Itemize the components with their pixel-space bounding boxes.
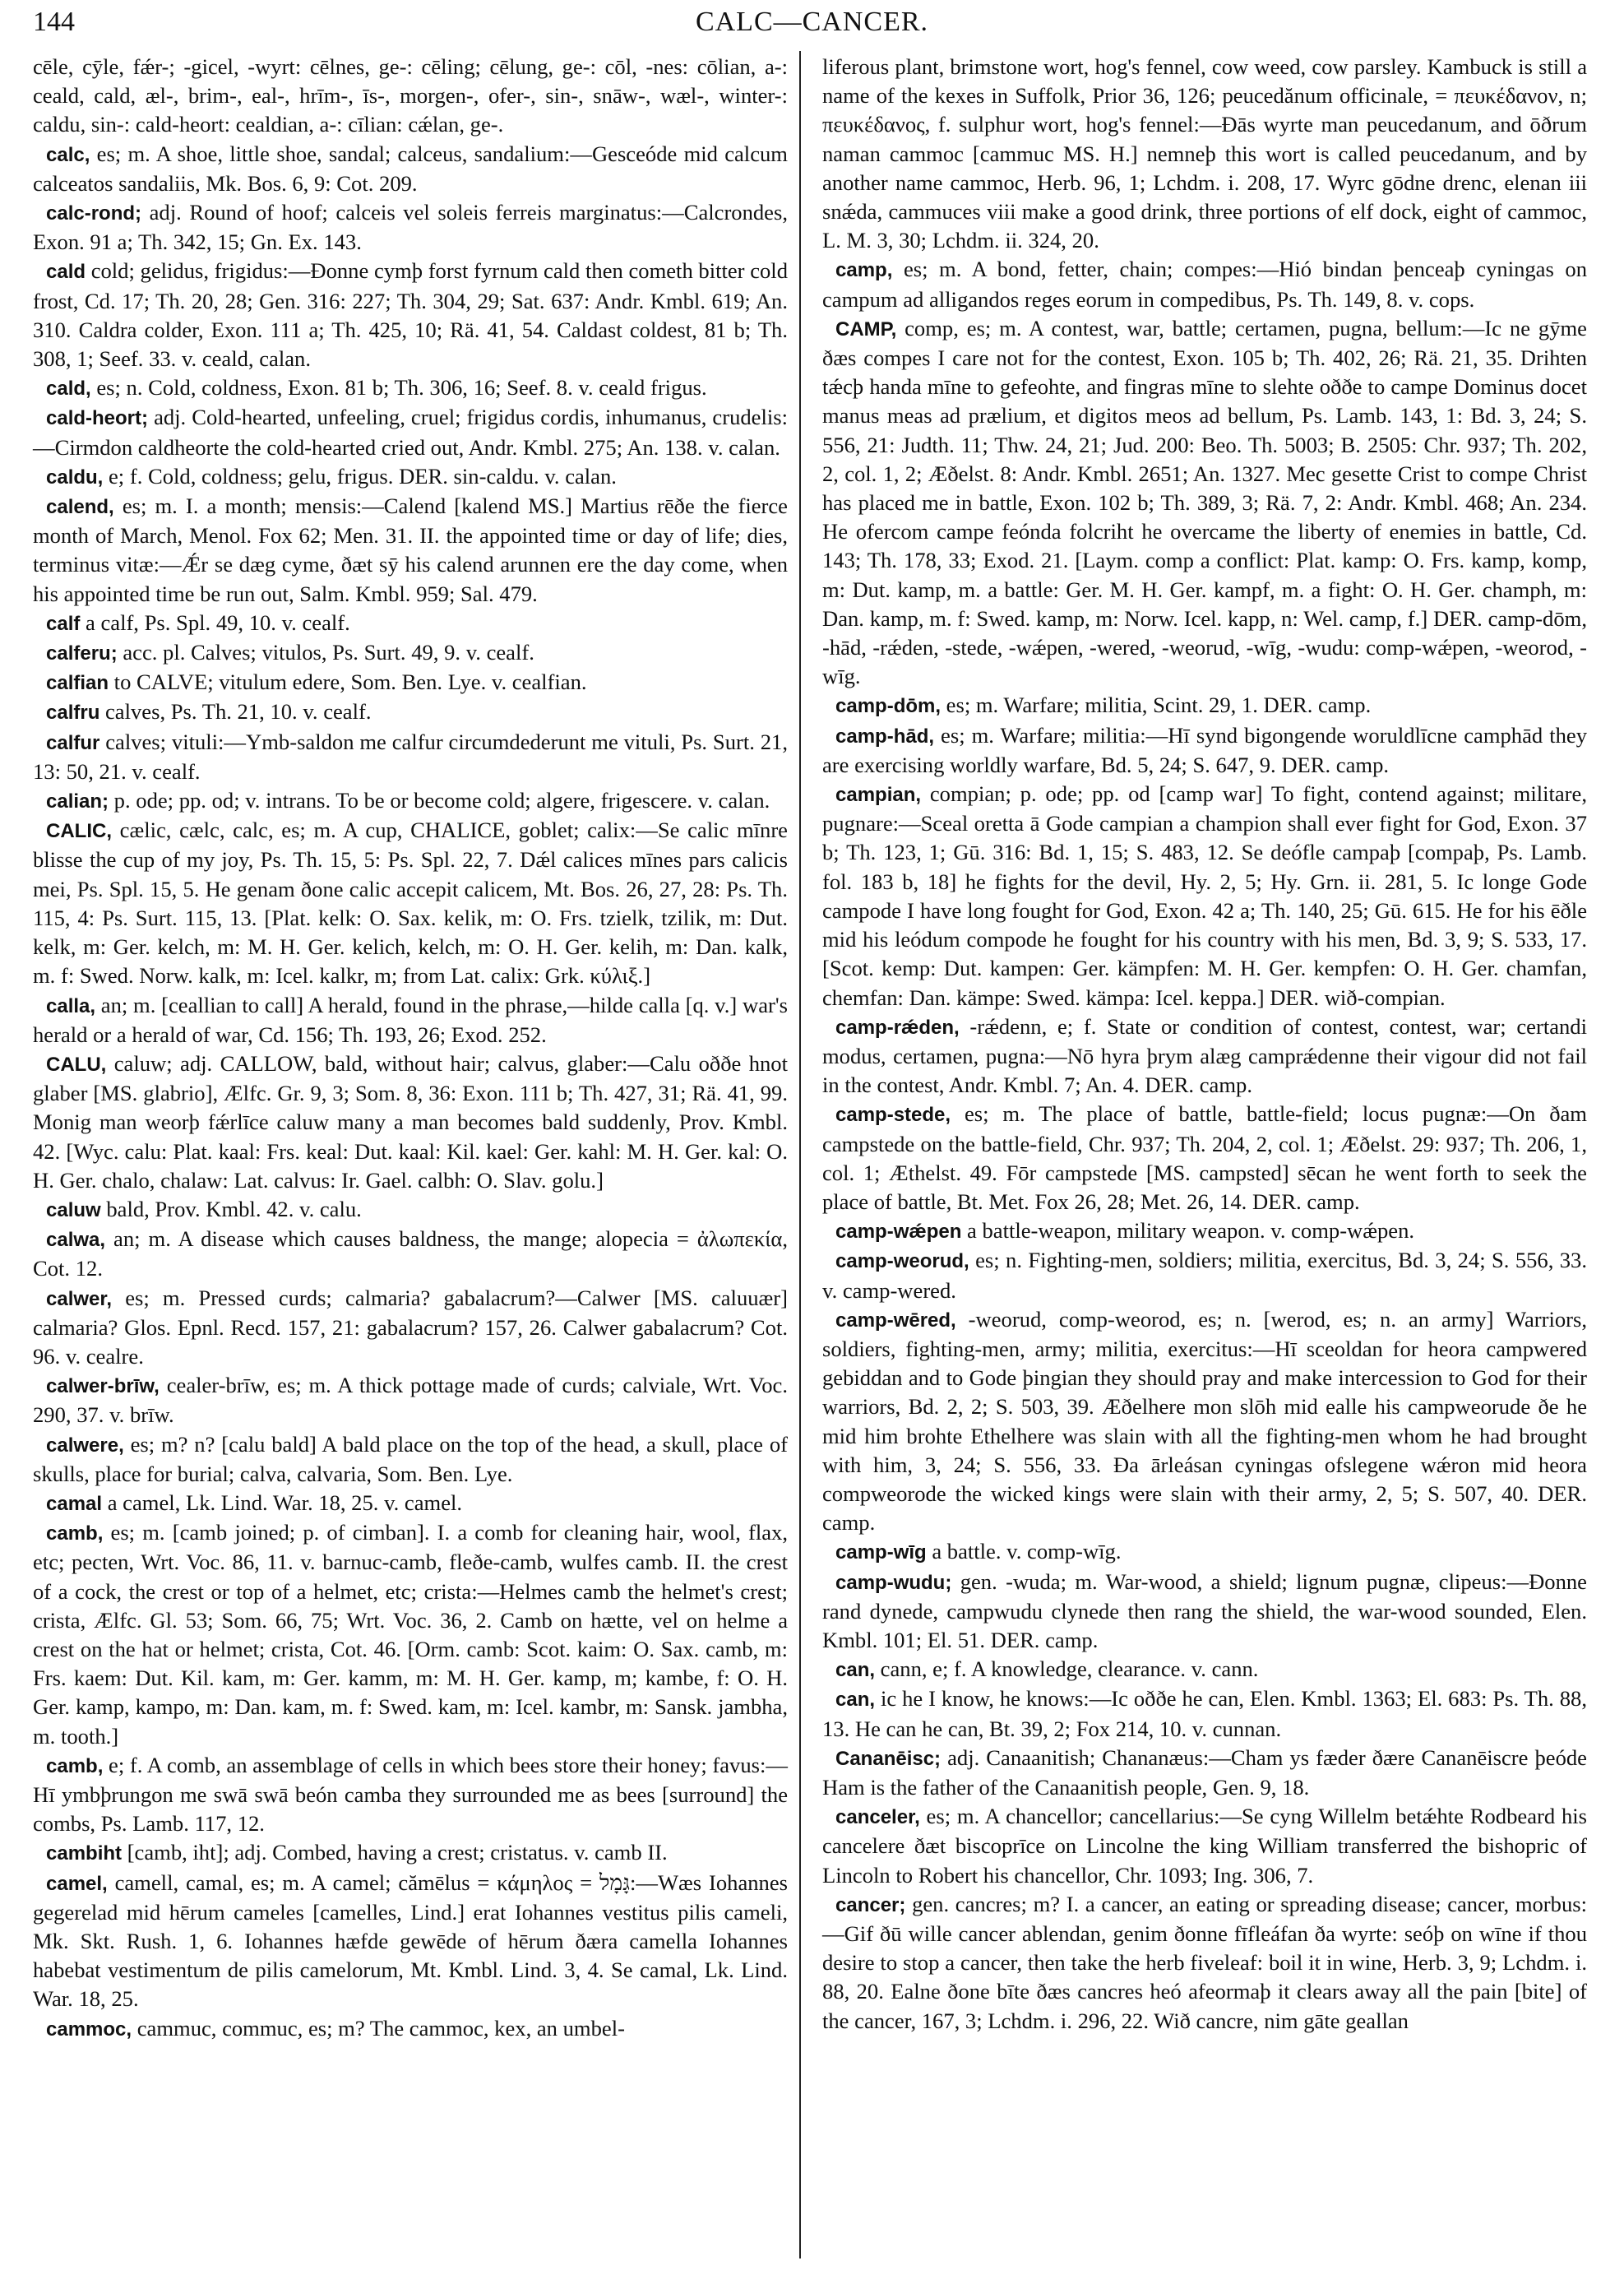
dictionary-entry	[822, 1802, 1587, 1890]
dictionary-entry	[33, 492, 788, 609]
entry-text: e; f. Cold, coldness; gelu, frigus. DER. sin-caldu. v. calan.	[103, 463, 617, 489]
entry-text: es; n. Fighting-men, soldiers; militia, exercitus, Bd. 3, 24; S. 556, 33. v. camp-wered.	[822, 1248, 1587, 1303]
headword: camp-stede,	[835, 1104, 951, 1127]
entry-text: cann, e; f. A knowledge, clearance. v. cann.	[875, 1656, 1259, 1682]
dictionary-entry	[33, 786, 788, 816]
entry-text: bald, Prov. Kmbl. 42. v. calu.	[100, 1196, 362, 1221]
dictionary-entry	[33, 257, 788, 373]
dictionary-entry	[822, 255, 1587, 313]
headword: camp-wudu;	[835, 1571, 952, 1594]
headword: camp-weorud,	[835, 1250, 969, 1273]
headword: caldu,	[46, 466, 104, 489]
headword: calfur	[46, 731, 100, 754]
entry-text: adj. Canaanitish; Chananæus:—Cham ys fæder ðære Cananēiscre þeóde Ham is the father of the Canaanitish people, Gen. 9, 18.	[822, 1744, 1587, 1800]
headword: CAMP,	[835, 317, 897, 340]
entry-text: calves; vituli:—Ymb-saldon me calfur circumdederunt me vituli, Ps. Surt. 21, 13: 50, 21. v. cealf.	[33, 729, 788, 784]
entry-text: a calf, Ps. Spl. 49, 10. v. cealf.	[80, 609, 350, 635]
page-header	[33, 7, 1591, 46]
entry-text: an; m. [ceallian to call] A herald, found in the phrase,—hilde calla [q. v.] war's herald or a herald of war, Cd. 156; Th. 193, 26; Exod. 252.	[33, 992, 788, 1047]
entry-text: es; m. I. a month; mensis:—Calend [kalend MS.] Martius rēðe the fierce month of March, Menol. Fox 62; Men. 31. II. the appointed time or day of life; dies, terminus vitæ:—Ǽr se dæg cyme, ðæt sȳ his calend arunnen ere the day come, when his appointed time be run out, Salm. Kmbl. 959; Sal. 479.	[33, 493, 788, 606]
entry-text: adj. Round of hoof; calceis vel soleis ferreis marginatus:—Calcrondes, Exon. 91 a; Th. 342, 15; Gn. Ex. 143.	[33, 200, 788, 255]
dictionary-entry	[33, 991, 788, 1049]
headword: camp-rǽden,	[835, 1016, 960, 1039]
headword: camel,	[46, 1872, 108, 1895]
dictionary-entry	[822, 1684, 1587, 1743]
dictionary-entry	[33, 1869, 788, 2014]
headword: cambiht	[46, 1842, 123, 1865]
dictionary-entry	[33, 1489, 788, 1518]
entry-text: p. ode; pp. od; v. intrans. To be or become cold; algere, frigescere. v. calan.	[109, 788, 770, 813]
dictionary-entry	[33, 1225, 788, 1283]
headword: calf	[46, 612, 81, 635]
dictionary-entry	[33, 140, 788, 198]
headword: calwer-brīw,	[46, 1375, 160, 1398]
dictionary-entry	[822, 721, 1587, 780]
headword: camp-wēred,	[835, 1309, 956, 1332]
entry-text: camell, camal, es; m. A camel; cămēlus = κάμηλος = גָּמָל:—Wæs Iohannes gegerelad mid hērum cameles [camelles, Lind.] erat Iohannes vestitus pilis cameli, Mk. Skt. Rush. 1, 6. Iohannes hæfde gewēde of hērum ðæra camella Iohannes habebat vestimentum de pilis camelorum, Mt. Kmbl. Lind. 3, 4. Se camal, Lk. Lind. War. 18, 25.	[33, 1869, 788, 2012]
dictionary-entry	[822, 1568, 1587, 1656]
headword: cammoc,	[46, 2018, 132, 2041]
column-divider	[799, 51, 801, 2258]
dictionary-entry	[33, 53, 788, 140]
headword: campian,	[835, 784, 922, 807]
running-title: CALC—CANCER.	[695, 7, 929, 37]
dictionary-entry	[33, 1430, 788, 1489]
left-column	[33, 53, 788, 2044]
headword: cald,	[46, 378, 91, 401]
headword: cald	[46, 261, 86, 284]
entry-text: cammuc, commuc, es; m? The cammoc, kex, an umbel-	[132, 2015, 625, 2041]
right-column	[822, 53, 1587, 2036]
entry-text: es; m. Warfare; militia, Scint. 29, 1. DER. camp.	[941, 693, 1372, 718]
entry-text: liferous plant, brimstone wort, hog's fennel, cow weed, cow parsley. Kambuck is still a name of the kexes in Suffolk, Prior 36, 126; peucedănum officinale, = πευκέδανον, n; πευκέδανος, f. sulphur wort, hog's fennel:—Ðās wyrte man peucedanum, and ōðrum naman cammoc [cammuc MS. H.] nemneþ this wort is called peucedanum, and by another name cammoc, Herb. 96, 1; Lchdm. i. 208, 17. Wyrc gōdne drenc, elenan iii snǽda, cammuces viii make a good drink, three portions of elf dock, eight of cammoc, L. M. 3, 30; Lchdm. ii. 324, 20.	[822, 54, 1587, 253]
headword: CALU,	[46, 1053, 107, 1076]
headword: can,	[835, 1689, 876, 1712]
entry-text: acc. pl. Calves; vitulos, Ps. Surt. 49, 9. v. cealf.	[117, 640, 534, 665]
entry-text: a camel, Lk. Lind. War. 18, 25. v. camel.	[102, 1489, 463, 1515]
dictionary-entry	[822, 1246, 1587, 1304]
dictionary-entry	[822, 1537, 1587, 1567]
headword: calfian	[46, 672, 109, 695]
headword: cald-heort;	[46, 407, 149, 430]
headword: camal	[46, 1492, 103, 1515]
entry-text: es; m? n? [calu bald] A bald place on the top of the head, a skull, place of skulls, place for burial; calva, calvaria, Som. Ben. Lye.	[33, 1431, 788, 1486]
entry-text: es; m. [camb joined; p. of cimban]. I. a comb for cleaning hair, wool, flax, etc; pecten, Wrt. Voc. 86, 11. v. barnuc-camb, fleðe-camb, wulfes camb. II. the crest of a cock, the crest or top of a helmet, etc; crista:—Helmes camb the helmet's crest; crista, Ælfc. Gl. 53; Som. 66, 75; Wrt. Voc. 36, 2. Camb on hætte, vel on helme a crest on the hat or helmet; crista, Cot. 46. [Orm. camb: Scot. kaim: O. Sax. camb, m: Frs. kaem: Dut. Kil. kam, m: Ger. kamm, m: M. H. Ger. kamp, m; kambe, f: O. H. Ger. kamp, kampo, m: Dan. kam, m. f: Swed. kam, m: Icel. kambr, m: Sansk. jambha, m. tooth.]	[33, 1520, 788, 1749]
entry-text: calves, Ps. Th. 21, 10. v. cealf.	[99, 699, 372, 725]
dictionary-entry	[822, 314, 1587, 692]
headword: calla,	[46, 994, 96, 1017]
dictionary-entry	[33, 403, 788, 461]
entry-text: comp, es; m. A contest, war, battle; certamen, pugna, bellum:—Ic ne gȳme ðæs compes I care not for the contest, Exon. 105 b; Th. 402, 26; Rä. 21, 35. Drihten tǽcþ handa mīne to gefeohte, and fingras mīne to slehte oððe to campe Dominus docet manus meas ad prælium, et digitos meos ad bellum, Ps. Lamb. 143, 1: Bd. 3, 24; S. 556, 21: Judth. 11; Thw. 24, 21; Jud. 200: Beo. Th. 5003; B. 2505: Chr. 937; Th. 202, 2, col. 1, 2; Æðelst. 8: Andr. Kmbl. 2651; An. 1327. Mec gesette Crist to compe Christ has placed me in battle, Exon. 102 b; Th. 389, 3; Rä. 7, 2: Andr. Kmbl. 468; An. 234. He ofercom campe feónda folcriht he overcame the liberty of enemies in battle, Cd. 143; Th. 178, 33; Exod. 21. [Laym. comp a conflict: Plat. kamp: O. Frs. kamp, komp, m: Dut. kamp, m. a battle: Ger. M. H. Ger. kampf, m. a fight: O. H. Ger. champh, m: Dan. kamp, m. f: Swed. kamp, m: Norw. Icel. kapp, n: Wel. camp, f.] DER. camp-dōm, -hād, -rǽden, -stede, -wǽpen, -wered, -weorud, -wīg, -wudu: comp-wǽpen, -weorod, -wīg.	[822, 315, 1587, 689]
dictionary-entry	[33, 697, 788, 727]
dictionary-entry	[33, 1284, 788, 1372]
entry-text: caluw; adj. CALLOW, bald, without hair; calvus, glaber:—Calu oððe hnot glaber [MS. glabrio], Ælfc. Gr. 9, 3; Som. 8, 36: Exon. 111 b; Th. 427, 31; Rä. 41, 99. Monig man weorþ fǽrlīce caluw many a man becomes bald suddenly, Prov. Kmbl. 42. [Wyc. calu: Plat. kaal: Frs. keal: Dut. kaal: Kil. kael: Ger. kahl: M. H. Ger. kal: O. H. Ger. chalo, chalaw: Lat. calvus: Ir. Gael. calbh: O. Slav. golu.]	[33, 1050, 788, 1193]
headword: camb,	[46, 1522, 104, 1545]
dictionary-entry	[822, 1100, 1587, 1216]
entry-text: compian; p. ode; pp. od [camp war] To fight, contend against; militare, pugnare:—Sceal oretta ā Gode campian a champion shall ever fight for God, Exon. 37 b; Th. 123, 1; Gū. 316: Bd. 1, 15; S. 483, 12. Se deófle campaþ [compaþ, Ps. Lamb. fol. 183 b, 18] he fights for the devil, Hy. 2, 5; Hy. Grn. ii. 281, 5. Ic longe Gode campode I have long fought for God, Exon. 42 a; Th. 140, 25; Gū. 615. He for his ēðle mid his leódum compode he fought for his country with his men, Bd. 3, 9; S. 533, 17. [Scot. kemp: Dut. kampen: Ger. kämpfen: M. H. Ger. kempfen: O. H. Ger. chamfan, chemfan: Dan. kämpe: Swed. kämpa: Icel. keppa.] DER. wið-compian.	[822, 781, 1587, 1010]
entry-text: -weorud, comp-weorod, es; n. [werod, es; n. an army] Warriors, soldiers, fighting-men, army; militia, exercitus:—Hī sceoldan for heora campwered gebiddan and to Gode þingian they should pray and make intercession to God for their warriors, Bd. 2, 2; S. 503, 39. Æðelhere mon slōh mid ealle his campweorude ðe he mid him brohte Ethelhere was slain with all the fighting-men whom he had brought with him, 3, 24; S. 556, 33. Ða ārleásan cyningas ofslegene wǽron mid heora compweorode the wicked kings were slain with their army, 2, 5; S. 507, 40. DER. camp.	[822, 1306, 1587, 1536]
dictionary-entry	[33, 728, 788, 786]
entry-text: cēle, cȳle, fǽr-; -gicel, -wyrt: cēlnes, ge-: cēling; cēlung, ge-: cōl, -nes: cōlian, a-: ceald, cald, æl-, brim-, eal-, hrīm-, īs-, morgen-, ofer-, sin-, snāw-, wæl-, winter-: caldu, sin-: cald-heort: cealdian, a-: cīlian: cǽlan, ge-.	[33, 54, 788, 137]
headword: calc-rond;	[46, 202, 142, 225]
headword: calferu;	[46, 642, 118, 665]
entry-text: es; m. The place of battle, battle-field; locus pugnæ:—On ðam campstede on the battle-field, Chr. 937; Th. 204, 2, col. 1; Æðelst. 29: 937; Th. 206, 1, col. 1; Æthelst. 49. Fōr campstede [MS. campsted] sēcan he went forth to seek the place of battle, Bt. Met. Fox 26, 28; Met. 26, 14. DER. camp.	[822, 1101, 1587, 1214]
dictionary-entry	[33, 1195, 788, 1225]
headword: calwa,	[46, 1229, 106, 1252]
dictionary-entry	[33, 198, 788, 257]
headword: camp,	[835, 259, 893, 282]
entry-text: cealer-brīw, es; m. A thick pottage made of curds; calviale, Wrt. Voc. 290, 37. v. brīw.	[33, 1373, 788, 1428]
headword: canceler,	[835, 1806, 920, 1829]
dictionary-entry	[33, 1838, 788, 1868]
entry-text: -rǽdenn, e; f. State or condition of contest, contest, war; certandi modus, certamen, pugna:—Nō hyra þrym alæg camprǽdenne their vigour did not fail in the contest, Andr. Kmbl. 7; An. 4. DER. camp.	[822, 1013, 1587, 1098]
entry-text: a battle-weapon, military weapon. v. comp-wǽpen.	[961, 1218, 1415, 1244]
headword: can,	[835, 1659, 876, 1682]
page-number: 144	[33, 7, 75, 37]
entry-text: es; m. Pressed curds; calmaria? gabalacrum?—Calwer [MS. caluuær] calmaria? Glos. Epnl. Recd. 157, 21: gabalacrum? 157, 26. Calwer gabalacrum? Cot. 96. v. cealre.	[33, 1285, 788, 1369]
headword: calwer,	[46, 1287, 113, 1310]
entry-text: an; m. A disease which causes baldness, the mange; alopecia = ἀλωπεκία, Cot. 12.	[33, 1226, 788, 1281]
entry-text: es; m. Warfare; militia:—Hī synd bigongende woruldlīcne camphād they are exercising worldly warfare, Bd. 5, 24; S. 647, 9. DER. camp.	[822, 722, 1587, 777]
dictionary-entry	[33, 816, 788, 990]
dictionary-entry	[822, 1655, 1587, 1684]
entry-text: es; m. A bond, fetter, chain; compes:—Hió bindan þenceaþ cyningas on campum ad alligandos reges eorum in compedibus, Ps. Th. 149, 8. v. cops.	[822, 257, 1587, 312]
headword: camp-dōm,	[835, 695, 942, 718]
headword: camb,	[46, 1754, 104, 1777]
entry-text: cold; gelidus, frigidus:—Ðonne cymþ forst fyrnum cald then cometh bitter cold frost, Cd. 17; Th. 20, 28; Gen. 316: 227; Th. 304, 29; Sat. 637: Andr. Kmbl. 619; An. 310. Caldra colder, Exon. 111 a; Th. 425, 10; Rä. 41, 54. Caldast coldest, 81 b; Th. 308, 1; Seef. 33. v. ceald, calan.	[33, 258, 788, 372]
entry-text: es; m. A chancellor; cancellarius:—Se cyng Willelm betǽhte Rodbeard his cancelere ðæt biscoprīce on Lincolne the king William transferred the bishopric of Lincoln to Robert his chancellor, Chr. 1093; Ing. 306, 7.	[822, 1804, 1587, 1888]
entry-text: es; m. A shoe, little shoe, sandal; calceus, sandalium:—Gesceóde mid calcum calceatos sandaliis, Mk. Bos. 6, 9: Cot. 209.	[33, 141, 788, 196]
dictionary-entry	[33, 1518, 788, 1751]
entry-text: ic he I know, he knows:—Ic oððe he can, Elen. Kmbl. 1363; El. 683: Ps. Th. 88, 13. He can he can, Bt. 39, 2; Fox 214, 10. v. cunnan.	[822, 1686, 1587, 1741]
headword: camp-wǽpen	[835, 1221, 962, 1244]
headword: camp-hād,	[835, 725, 935, 748]
dictionary-entry	[33, 609, 788, 638]
entry-text: [camb, iht]; adj. Combed, having a crest; cristatus. v. camb II.	[122, 1840, 668, 1865]
dictionary-entry	[822, 691, 1587, 720]
dictionary-entry	[822, 1216, 1587, 1246]
dictionary-entry	[822, 780, 1587, 1012]
dictionary-entry	[33, 462, 788, 492]
headword: calwere,	[46, 1434, 124, 1457]
dictionary-entry	[822, 1305, 1587, 1538]
headword: calfru	[46, 702, 100, 725]
dictionary-entry	[33, 668, 788, 697]
dictionary-entry	[822, 1012, 1587, 1100]
headword: Cananēisc;	[835, 1747, 942, 1770]
headword: camp-wīg	[835, 1541, 927, 1564]
dictionary-entry	[822, 1744, 1587, 1802]
headword: caluw	[46, 1198, 101, 1221]
entry-text: es; n. Cold, coldness, Exon. 81 b; Th. 306, 16; Seef. 8. v. ceald frigus.	[90, 375, 707, 401]
dictionary-entry	[822, 1890, 1587, 2036]
entry-text: cælic, cælc, calc, es; m. A cup, CHALICE, goblet; calix:—Se calic mīnre blisse the cup of my joy, Ps. Th. 15, 5: Ps. Spl. 22, 7. Dǽl calices mīnes pars calicis mei, Ps. Spl. 15, 5. He genam ðone calic accepit calicem, Mt. Bos. 26, 27, 28: Ps. Th. 115, 4: Ps. Surt. 115, 13. [Plat. kelk: O. Sax. kelik, m: O. Frs. tzielk, tzilik, m: Dut. kelk, m: Ger. kelch, m: M. H. Ger. kelich, kelch, m: O. H. Ger. kelih, m: Dan. kalk, m. f: Swed. Norw. kalk, m: Icel. kalkr, m; from Lat. calix: Grk. κύλιξ.]	[33, 818, 788, 989]
dictionary-entry	[33, 1371, 788, 1429]
entry-text: a battle. v. comp-wīg.	[926, 1539, 1122, 1564]
dictionary-entry	[33, 638, 788, 668]
headword: calend,	[46, 496, 114, 519]
dictionary-entry	[33, 2014, 788, 2044]
dictionary-entry	[822, 53, 1587, 255]
dictionary-entry	[33, 1049, 788, 1195]
entry-text: gen. -wuda; m. War-wood, a shield; lignum pugnæ, clipeus:—Ðonne rand dynede, campwudu clynede then rang the shield, the war-wood sounded, Elen. Kmbl. 101; El. 51. DER. camp.	[822, 1568, 1587, 1652]
entry-text: e; f. A comb, an assemblage of cells in which bees store their honey; favus:—Hī ymbþrungon me swā swā beón camba they surrounded me as bees [surround] the combs, Ps. Lamb. 117, 12.	[33, 1752, 788, 1837]
headword: calian;	[46, 790, 109, 813]
dictionary-entry	[33, 373, 788, 403]
entry-text: adj. Cold-hearted, unfeeling, cruel; frigidus cordis, inhumanus, crudelis:—Cirmdon caldheorte the cold-hearted cried out, Andr. Kmbl. 275; An. 138. v. calan.	[33, 405, 788, 460]
dictionary-entry	[33, 1751, 788, 1839]
headword: CALIC,	[46, 820, 112, 843]
headword: calc,	[46, 143, 90, 166]
headword: cancer;	[835, 1893, 906, 1916]
entry-text: gen. cancres; m? I. a cancer, an eating or spreading disease; cancer, morbus:—Gif ðū wille cancer ablendan, genim ðonne fīfleáfan ða wyrte: seóþ on wīne if thou desire to stop a cancer, then take the herb fiveleaf: boil it in wine, Herb. 3, 9; Lchdm. i. 88, 20. Ealne ðone bīte ðæs cancres heó afeormaþ it clears away all the pain [bite] of the cancer, 167, 3; Lchdm. i. 296, 22. Wið cancre, nim gāte geallan	[822, 1891, 1587, 2033]
entry-text: to CALVE; vitulum edere, Som. Ben. Lye. v. cealfian.	[109, 669, 587, 695]
